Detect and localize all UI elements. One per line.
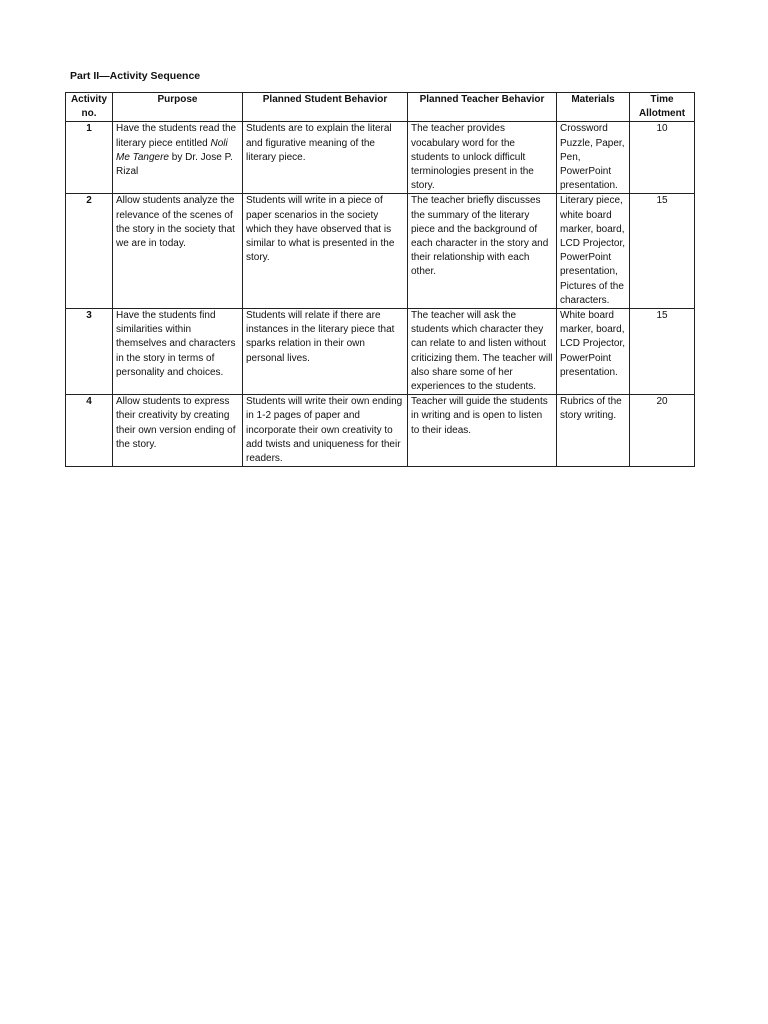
table-row <box>66 122 695 194</box>
header-activity-no: Activity no. <box>66 93 113 122</box>
section-heading: Part II—Activity Sequence <box>70 70 201 82</box>
student-behavior-cell: Students will relate if there are instances in the literary piece that sparks relation in their own personal lives. <box>243 309 408 395</box>
table-row <box>66 395 695 467</box>
materials-cell: Rubrics of the story writing. <box>557 395 630 467</box>
header-student-behavior: Planned Student Behavior <box>243 93 408 122</box>
purpose-text: Have the students read the literary piece entitled <box>116 123 237 149</box>
student-behavior-cell: Students are to explain the literal and figurative meaning of the literary piece. <box>243 122 408 194</box>
time-allotment-cell: 15 <box>630 309 695 395</box>
table-row <box>66 194 695 309</box>
activity-number: 4 <box>66 395 113 467</box>
teacher-behavior-cell: Teacher will guide the students in writing and is open to listen to their ideas. <box>408 395 557 467</box>
table-body <box>66 122 695 467</box>
time-allotment-cell: 20 <box>630 395 695 467</box>
table-header <box>66 93 695 122</box>
materials-cell: White board marker, board, LCD Projector, PowerPoint presentation. <box>557 309 630 395</box>
header-materials: Materials <box>557 93 630 122</box>
materials-cell: Literary piece, white board marker, board, LCD Projector, PowerPoint presentation, Pictures of the characters. <box>557 194 630 309</box>
materials-cell: Crossword Puzzle, Paper, Pen, PowerPoint presentation. <box>557 122 630 194</box>
activity-sequence-table <box>65 92 695 467</box>
purpose-cell: Allow students to express their creativity by creating their own version ending of the story. <box>113 395 243 467</box>
teacher-behavior-cell: The teacher will ask the students which character they can relate to and listen without criticizing them. The teacher will also share some of her experiences to the students. <box>408 309 557 395</box>
teacher-behavior-cell: The teacher provides vocabulary word for the students to unlock difficult terminologies present in the story. <box>408 122 557 194</box>
header-purpose: Purpose <box>113 93 243 122</box>
student-behavior-cell: Students will write their own ending in 1-2 pages of paper and incorporate their own creativity to add twists and uniqueness for their readers. <box>243 395 408 467</box>
literary-title: Noli Me Tangere <box>116 137 228 163</box>
student-behavior-cell: Students will write in a piece of paper scenarios in the society which they have observed that is similar to what is presented in the story. <box>243 194 408 309</box>
purpose-cell <box>113 122 243 194</box>
activity-number: 2 <box>66 194 113 309</box>
purpose-cell: Have the students find similarities within themselves and characters in the story in terms of personality and choices. <box>113 309 243 395</box>
header-teacher-behavior: Planned Teacher Behavior <box>408 93 557 122</box>
activity-number: 3 <box>66 309 113 395</box>
purpose-text-end: by Dr. Jose P. Rizal <box>116 151 233 178</box>
header-time-allotment: Time Allotment <box>630 93 695 122</box>
activity-number: 1 <box>66 122 113 194</box>
time-allotment-cell: 10 <box>630 122 695 194</box>
purpose-cell: Allow students analyze the relevance of the scenes of the story in the society that we are in today. <box>113 194 243 309</box>
time-allotment-cell: 15 <box>630 194 695 309</box>
header-row <box>66 93 695 122</box>
table-row <box>66 309 695 395</box>
teacher-behavior-cell: The teacher briefly discusses the summary of the literary piece and the background of each character in the story and their relationship with each other. <box>408 194 557 309</box>
